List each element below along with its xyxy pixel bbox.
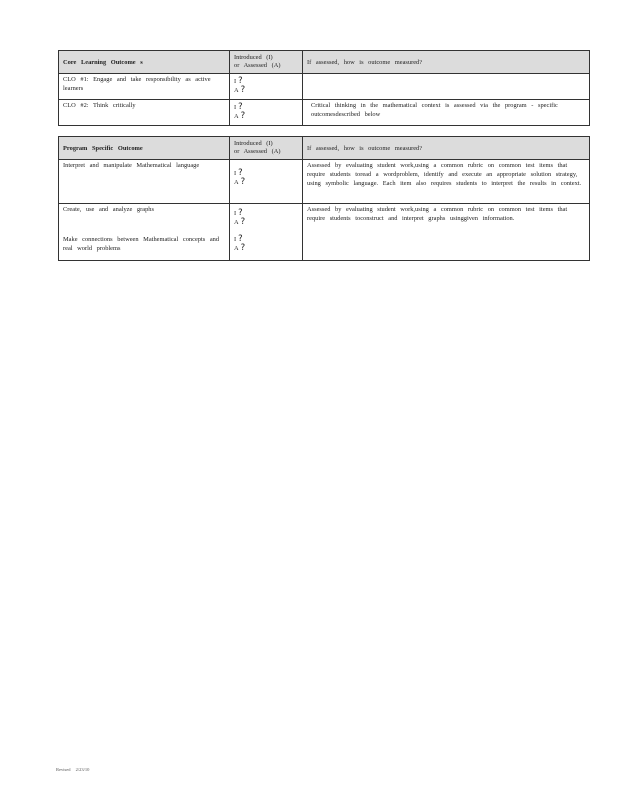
checkbox-icon: ?	[238, 102, 243, 112]
introduced-marker: I	[234, 78, 237, 85]
how-measured-header: If assessed, how is outcome measured?	[303, 137, 590, 160]
outcome-cell: Interpret and manipulate Mathematical language	[59, 160, 230, 204]
assessed-marker: A	[234, 87, 239, 94]
assessed-label: or Assessed (A)	[234, 148, 281, 155]
assessed-marker: A	[234, 113, 239, 120]
table-row	[59, 74, 590, 100]
how-measured-cell: Assessed by evaluating student work,using a common rubric on common test items that require students toread a wordproblem, identify and execute an appropriate solution strategy, using symbolic language. Each item also requires students to interpret the results in context.	[303, 160, 590, 204]
core-outcome-header: Core Learning Outcome s	[59, 51, 230, 74]
checkbox-icon: ?	[240, 177, 246, 187]
ia-cell	[230, 204, 303, 234]
table-row	[59, 204, 590, 234]
introduced-assessed-header	[230, 137, 303, 160]
checkbox-icon: ?	[240, 217, 246, 227]
how-measured-cell: Assessed by evaluating student work,using a common rubric on common test items that require students toconstruct and interpret graphs usinggiven information.	[303, 204, 590, 261]
how-measured-cell: Critical thinking in the mathematical context is assessed via the program - specific outcomesdescribed below	[303, 100, 590, 126]
assessed-marker: A	[234, 219, 239, 226]
checkbox-icon: ?	[238, 168, 243, 178]
introduced-marker: I	[234, 104, 237, 111]
introduced-marker: I	[234, 210, 237, 217]
checkbox-icon: ?	[240, 85, 246, 95]
checkbox-icon: ?	[240, 111, 246, 121]
how-measured-header: If assessed, how is outcome measured?	[303, 51, 590, 74]
program-outcome-header: Program Specific Outcome	[59, 137, 230, 160]
outcome-cell: CLO #2: Think critically	[59, 100, 230, 126]
checkbox-icon: ?	[238, 76, 243, 86]
revision-footer: Revised 2/23/10	[56, 767, 90, 772]
ia-cell	[230, 160, 303, 204]
table-header-row	[59, 137, 590, 160]
how-measured-cell	[303, 74, 590, 100]
assessed-marker: A	[234, 179, 239, 186]
checkbox-icon: ?	[238, 208, 243, 218]
introduced-label: Introduced (I)	[234, 140, 273, 147]
checkbox-icon: ?	[240, 242, 246, 253]
assessed-marker: A	[234, 244, 239, 252]
outcome-cell: CLO #1: Engage and take responsibility as active learners	[59, 74, 230, 100]
introduced-assessed-header	[230, 51, 303, 74]
table-row	[59, 100, 590, 126]
assessed-label: or Assessed (A)	[234, 62, 281, 69]
ia-cell	[230, 100, 303, 126]
ia-cell	[230, 74, 303, 100]
introduced-marker: I	[234, 235, 237, 243]
introduced-marker: I	[234, 170, 237, 177]
table-row	[59, 160, 590, 204]
ia-cell	[230, 234, 303, 261]
outcome-cell: Make connections between Mathematical concepts and real world problems	[59, 234, 230, 261]
outcome-cell: Create, use and analyze graphs	[59, 204, 230, 234]
table-header-row	[59, 51, 590, 74]
core-learning-outcomes-table	[58, 50, 590, 126]
checkbox-icon: ?	[238, 233, 243, 244]
introduced-label: Introduced (I)	[234, 54, 273, 61]
program-specific-outcomes-table	[58, 136, 590, 261]
